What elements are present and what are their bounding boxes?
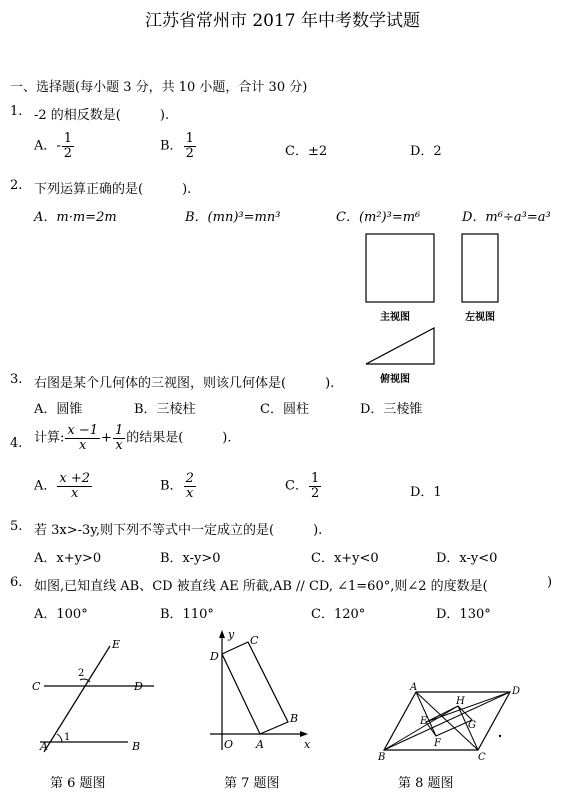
- q5-stem: 若 3x>-3y,则下列不等式中一定成立的是( ).: [34, 523, 323, 538]
- fig8-label-c: C: [478, 752, 486, 763]
- figure-6-caption: 第 6 题图: [50, 776, 106, 791]
- numerator: 1: [114, 423, 124, 438]
- figure-8-caption: 第 8 题图: [398, 776, 454, 791]
- rectangle-abcd: [222, 642, 288, 734]
- q1-b-label: B．: [160, 138, 183, 154]
- q4-suffix: 的结果是( ).: [126, 430, 232, 446]
- q4-a-label: A．: [34, 478, 57, 494]
- q4-option-c: [285, 472, 322, 500]
- q4-number: 4.: [10, 436, 23, 451]
- fig7-label-o: O: [224, 738, 234, 751]
- q2-option-b: B．(mn)³=mn³: [185, 210, 281, 225]
- q3-option-c: C．圆柱: [260, 402, 309, 417]
- fig7-label-y: y: [228, 628, 235, 641]
- q3-stem: 右图是某个几何体的三视图，则该几何体是( ).: [34, 376, 335, 391]
- denominator: x: [115, 437, 123, 453]
- q1-option-b: [160, 132, 197, 160]
- fig6-label-2: 2: [78, 668, 85, 679]
- fig8-label-f: F: [434, 738, 441, 749]
- q1-option-a: [34, 132, 75, 160]
- left-view-label: 左视图: [465, 312, 495, 323]
- section-heading: 一、选择题(每小题 3 分，共 10 小题，合计 30 分): [10, 80, 308, 95]
- left-view-rect: [462, 234, 498, 302]
- q6-option-c: C．120°: [311, 607, 366, 622]
- numerator: 1: [63, 131, 73, 146]
- fig6-label-c: C: [32, 680, 41, 693]
- q6-stem: 如图,已知直线 AB、CD 被直线 AE 所截,AB // CD, ∠1=60°,则∠2 的度数是(: [34, 579, 488, 594]
- fig7-label-d: D: [210, 650, 219, 663]
- page-title: 江苏省常州市 2017 年中考数学试题: [144, 11, 421, 31]
- fig6-label-e: E: [112, 638, 121, 651]
- q6-option-a: A．100°: [34, 607, 88, 622]
- numerator: x +2: [59, 471, 91, 486]
- q4-option-b: [160, 472, 197, 500]
- front-view-square: [366, 234, 434, 302]
- figure-7-caption: 第 7 题图: [224, 776, 280, 791]
- fig6-label-d: D: [134, 680, 143, 693]
- fig8-label-g: G: [468, 720, 476, 731]
- segment-bh: [384, 706, 458, 750]
- fig8-label-d: D: [512, 686, 521, 697]
- fig8-label-h: H: [456, 696, 465, 707]
- q5-option-d: D．x-y<0: [436, 551, 498, 566]
- plus-sign: +: [101, 430, 112, 446]
- denominator: x: [186, 485, 194, 501]
- q5-option-a: A．x+y>0: [34, 551, 102, 566]
- denominator: x: [71, 485, 79, 501]
- q4-option-d: D．1: [410, 485, 442, 500]
- fig7-label-c: C: [250, 634, 259, 647]
- q1-b-fraction: [184, 132, 196, 160]
- q4-c-label: C．: [285, 478, 308, 494]
- fig6-label-a: A: [40, 740, 48, 753]
- q5-number: 5.: [10, 519, 23, 534]
- q5-option-b: B．x-y>0: [160, 551, 221, 566]
- q4-b-fraction: [184, 472, 196, 500]
- front-view-label: 主视图: [380, 312, 410, 323]
- fig6-label-1: 1: [64, 732, 71, 743]
- q1-option-c: C．±2: [285, 144, 328, 159]
- q3-option-b: B．三棱柱: [134, 402, 196, 417]
- y-axis-arrow: [219, 630, 225, 638]
- q4-fraction-2: [113, 424, 125, 452]
- fig7-label-b: B: [290, 712, 299, 725]
- segment-de: [426, 692, 510, 722]
- x-axis-arrow: [300, 731, 308, 737]
- top-view-label: 俯视图: [380, 374, 410, 385]
- q2-option-d: D．m⁶÷a³=a³: [462, 210, 551, 225]
- fig8-label-b: B: [378, 752, 386, 763]
- q6-number: 6.: [10, 575, 23, 590]
- q2-stem: 下列运算正确的是( ).: [34, 182, 192, 197]
- q6-close-paren: ): [547, 575, 553, 590]
- fig6-label-b: B: [132, 740, 141, 753]
- numerator: 1: [185, 131, 194, 146]
- q4-option-a: [34, 472, 93, 500]
- angle-1-arc: [57, 734, 62, 742]
- q2-number: 2.: [10, 178, 23, 193]
- diagonal-bd: [384, 692, 510, 750]
- numerator: 2: [185, 471, 194, 486]
- figure-6: [30, 636, 170, 766]
- numerator: 1: [310, 471, 320, 486]
- q4-b-label: B．: [160, 478, 183, 494]
- top-view-triangle: [366, 328, 434, 364]
- figure-8: [372, 680, 532, 764]
- q4-c-fraction: [309, 472, 321, 500]
- fig7-label-a: A: [256, 738, 264, 751]
- q1-a-fraction: [62, 132, 74, 160]
- denominator: 2: [63, 145, 73, 161]
- denominator: 2: [310, 485, 320, 501]
- q3-option-d: D．三棱锥: [360, 402, 423, 417]
- q4-stem: [34, 424, 232, 452]
- q3-number: 3.: [10, 372, 23, 387]
- q6-option-b: B．110°: [160, 607, 214, 622]
- fig8-label-e: E: [420, 716, 428, 727]
- q1-a-label: A．-: [34, 138, 61, 154]
- dot-mark: [499, 735, 501, 737]
- denominator: x: [79, 437, 87, 453]
- figure-7: [200, 626, 320, 758]
- numerator: x −1: [67, 423, 99, 438]
- q3-option-a: A．圆锥: [34, 402, 83, 417]
- denominator: 2: [185, 145, 194, 161]
- q1-number: 1.: [10, 104, 23, 119]
- q1-option-d: D．2: [410, 144, 442, 159]
- q6-option-d: D．130°: [436, 607, 491, 622]
- q2-option-a: A．m·m=2m: [34, 210, 117, 225]
- q2-option-c: C．(m²)³=m⁶: [336, 210, 421, 225]
- q4-fraction-1: [65, 424, 100, 452]
- q5-option-c: C．x+y<0: [311, 551, 379, 566]
- fig7-label-x: x: [304, 738, 311, 751]
- q4-a-fraction: [57, 472, 92, 500]
- q4-prefix: 计算:: [34, 430, 65, 446]
- q1-stem: -2 的相反数是( ).: [34, 108, 170, 123]
- line-ae: [44, 646, 110, 752]
- fig8-label-a: A: [410, 682, 418, 693]
